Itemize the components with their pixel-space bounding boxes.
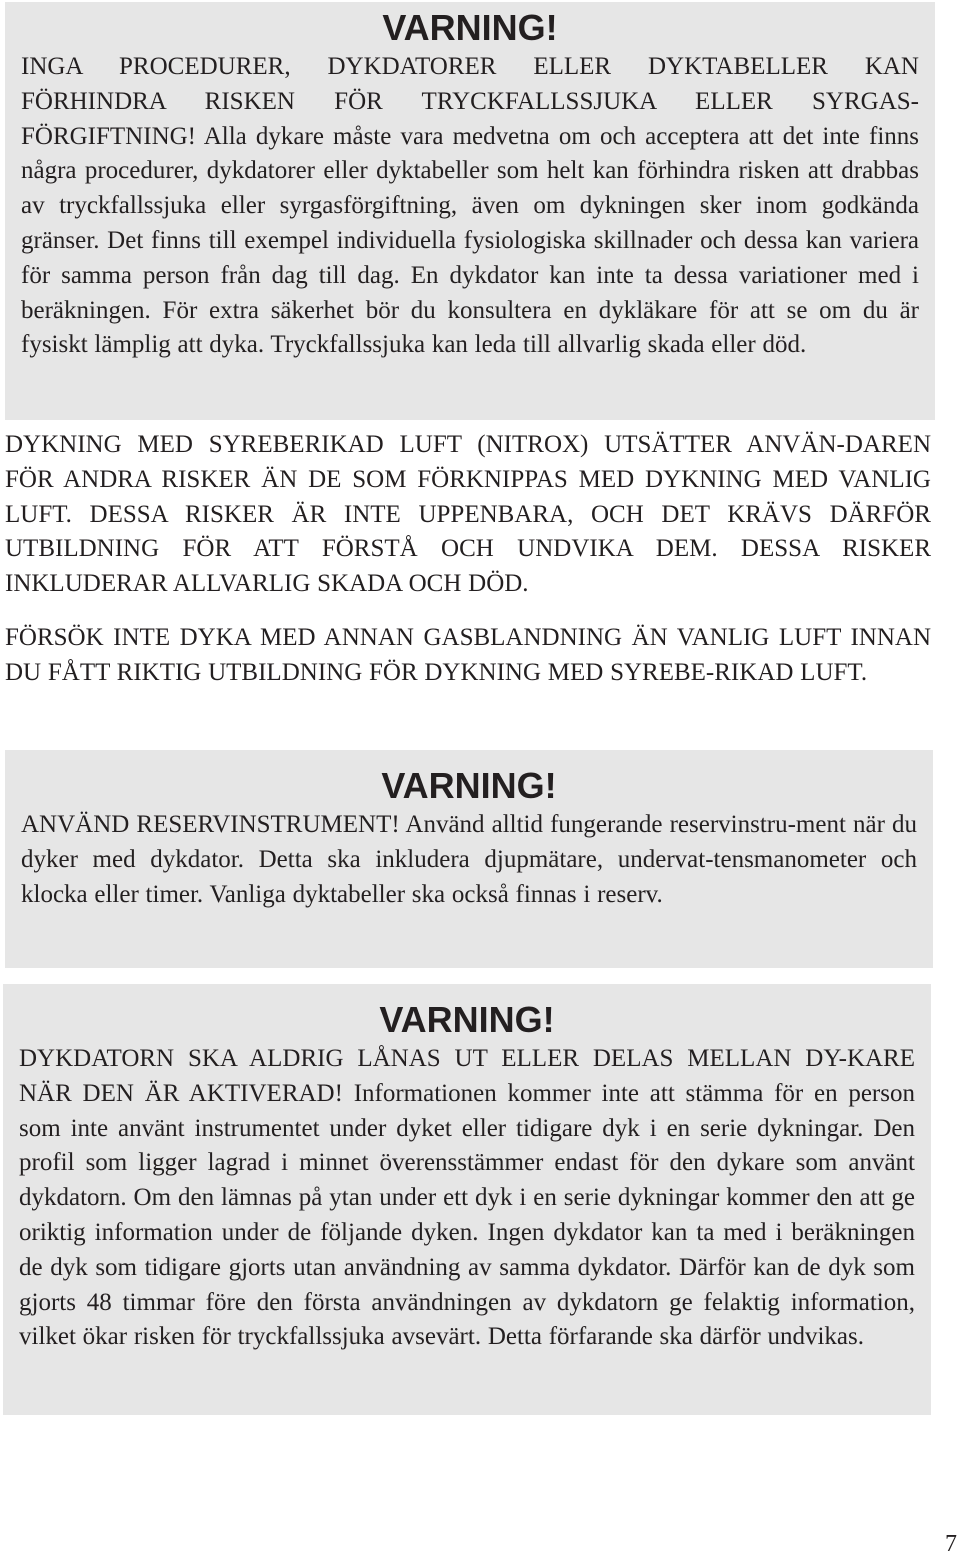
warning-heading: VARNING!	[381, 765, 557, 806]
warning-text: ANVÄND RESERVINSTRUMENT! Använd alltid fungerande reservinstru-ment när du dyker med dykdator. Detta ska inkludera djupmätare, undervat-tensmanometer och klocka eller timer. Vanliga dyktabeller ska också finnas i reserv.	[21, 811, 917, 908]
gas-mixture-paragraph: FÖRSÖK INTE DYKA MED ANNAN GASBLANDNING ÄN VANLIG LUFT INNAN DU FÅTT RIKTIG UTBILDNING FÖR DYKNING MED SYREBE-RIKAD LUFT.	[5, 624, 931, 686]
nitrox-paragraph: DYKNING MED SYREBERIKAD LUFT (NITROX) UTSÄTTER ANVÄN-DAREN FÖR ANDRA RISKER ÄN DE SOM FÖRKNIPPAS MED DYKNING MED VANLIG LUFT. DESSA RISKER ÄR INTE UPPENBARA, OCH DET KRÄVS DÄRFÖR UTBILDNING FÖR ATT FÖRSTÅ OCH UNDVIKA DEM. DESSA RISKER INKLUDERAR ALLVARLIG SKADA OCH DÖD.	[5, 431, 931, 598]
warning-box-2	[5, 750, 933, 968]
warning-box-1	[5, 2, 935, 420]
warning-heading: VARNING!	[382, 7, 558, 48]
warning-heading: VARNING!	[379, 999, 555, 1040]
page-number: 7	[945, 1531, 957, 1557]
warning-text: DYKDATORN SKA ALDRIG LÅNAS UT ELLER DELAS MELLAN DY-KARE NÄR DEN ÄR AKTIVERAD! Informationen kommer inte att stämma för en person som inte använt instrumentet under dyket eller tidigare dyk i en serie dykningar. Den profil som ligger lagrad i minnet överensstämmer endast för den dykare som använt dykdatorn. Om den lämnas på ytan under ett dyk i en serie dykningar kommer den att ge oriktig information under de följande dyken. Ingen dykdator kan ta med i beräkningen de dyk som tidigare gjorts utan användning av samma dykdator. Därför kan de dyk som gjorts 48 timmar före den första användningen av dykdatorn ge felaktig information, vilket ökar risken för tryckfallssjuka avsevärt. Detta förfarande ska därför undvikas.	[19, 1045, 915, 1351]
warning-box-3	[3, 984, 931, 1415]
warning-text: INGA PROCEDURER, DYKDATORER ELLER DYKTABELLER KAN FÖRHINDRA RISKEN FÖR TRYCKFALLSSJUKA ELLER SYRGAS-FÖRGIFTNING! Alla dykare måste vara medvetna om och acceptera att det inte finns några procedurer, dykdatorer eller dyktabeller som helt kan förhindra risken att drabbas av tryckfallssjuka eller syrgasförgiftning, även om dykningen sker inom godkända gränser. Det finns till exempel individuella fysiologiska skillnader och dessa kan variera för samma person från dag till dag. En dykdator kan inte ta dessa variationer med i beräkningen. För extra säkerhet bör du konsultera en dykläkare för att se om du är fysiskt lämplig att dyka. Tryckfallssjuka kan leda till allvarlig skada eller död.	[21, 53, 919, 359]
